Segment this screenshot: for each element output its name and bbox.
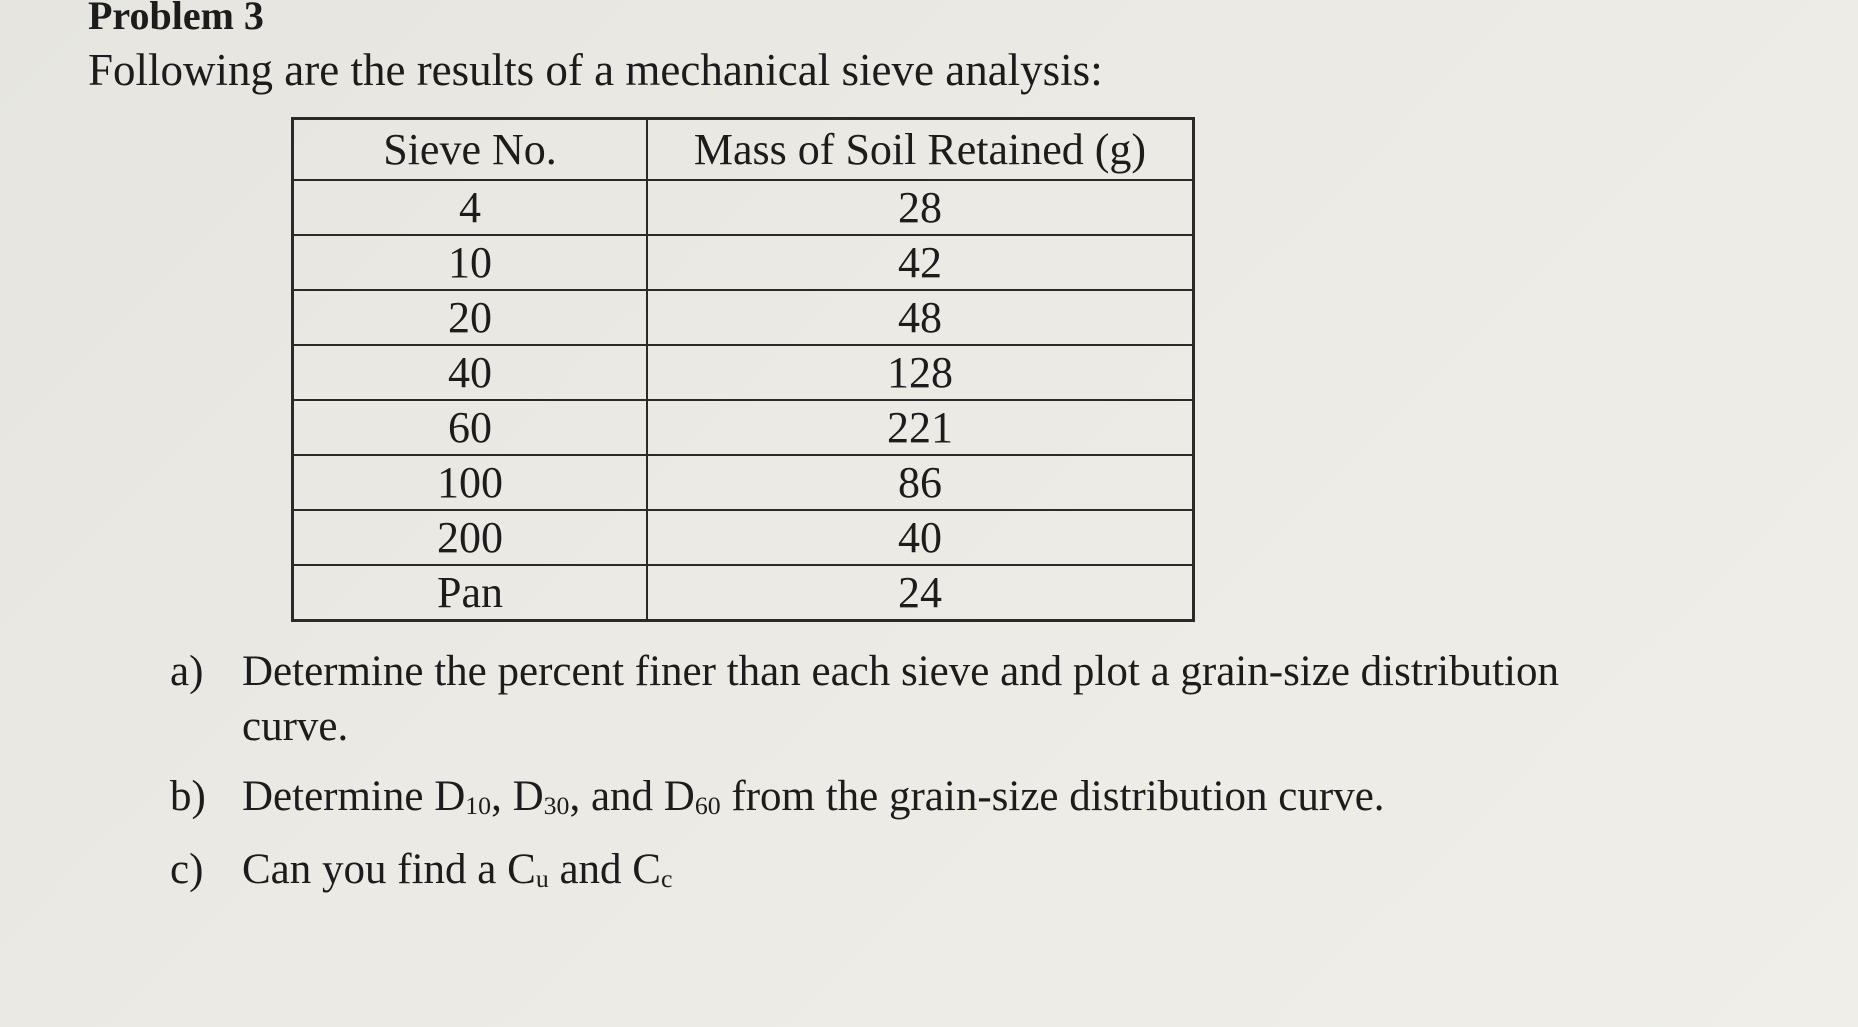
sieve-no-cell: Pan xyxy=(293,565,647,620)
table-row xyxy=(293,455,1193,510)
sieve-no-cell: 20 xyxy=(293,290,647,345)
mass-cell: 86 xyxy=(647,455,1193,510)
mass-cell: 128 xyxy=(647,345,1193,400)
mass-cell: 48 xyxy=(647,290,1193,345)
table-row xyxy=(293,180,1193,235)
text-segment: Can you find a C xyxy=(242,845,536,893)
subscript-30: 30 xyxy=(543,790,570,820)
question-list xyxy=(170,648,1730,893)
mass-cell: 40 xyxy=(647,510,1193,565)
subscript-60: 60 xyxy=(694,790,721,820)
header-mass-retained: Mass of Soil Retained (g) xyxy=(647,119,1193,180)
mass-cell: 24 xyxy=(647,565,1193,620)
table-row xyxy=(293,290,1193,345)
text-segment: Determine D xyxy=(242,772,466,820)
subscript-c: c xyxy=(661,863,673,893)
question-text xyxy=(242,846,1730,893)
table-row xyxy=(293,345,1193,400)
sieve-no-cell: 40 xyxy=(293,345,647,400)
table-row xyxy=(293,510,1193,565)
table-row xyxy=(293,400,1193,455)
mass-cell: 42 xyxy=(647,235,1193,290)
text-segment: from the grain-size distribution curve. xyxy=(720,772,1385,820)
table-row xyxy=(293,565,1193,620)
header-sieve-no: Sieve No. xyxy=(293,119,647,180)
mass-cell: 28 xyxy=(647,180,1193,235)
question-text xyxy=(242,773,1730,820)
table-row xyxy=(293,235,1193,290)
problem-title: Problem 3 xyxy=(88,0,264,38)
mass-cell: 221 xyxy=(647,400,1193,455)
text-segment: , and D xyxy=(569,772,695,820)
question-a-line1: Determine the percent finer than each sieve and plot a grain-size distribution xyxy=(242,648,1559,695)
sieve-analysis-table xyxy=(292,118,1194,621)
question-letter: a) xyxy=(170,648,204,695)
subscript-u: u xyxy=(535,863,549,893)
text-segment: and C xyxy=(548,845,661,893)
question-text xyxy=(242,648,1730,751)
sieve-no-cell: 100 xyxy=(293,455,647,510)
table-header-row xyxy=(293,119,1193,180)
problem-intro: Following are the results of a mechanical sieve analysis: xyxy=(88,45,1103,95)
question-a xyxy=(170,648,1730,751)
subscript-10: 10 xyxy=(465,790,492,820)
question-c xyxy=(170,846,1730,893)
sieve-no-cell: 200 xyxy=(293,510,647,565)
question-letter: c) xyxy=(170,845,204,893)
text-segment: , D xyxy=(491,772,544,820)
question-b xyxy=(170,773,1730,820)
question-letter: b) xyxy=(170,772,206,820)
sieve-no-cell: 4 xyxy=(293,180,647,235)
sieve-no-cell: 60 xyxy=(293,400,647,455)
sieve-no-cell: 10 xyxy=(293,235,647,290)
question-a-line2: curve. xyxy=(242,703,349,751)
